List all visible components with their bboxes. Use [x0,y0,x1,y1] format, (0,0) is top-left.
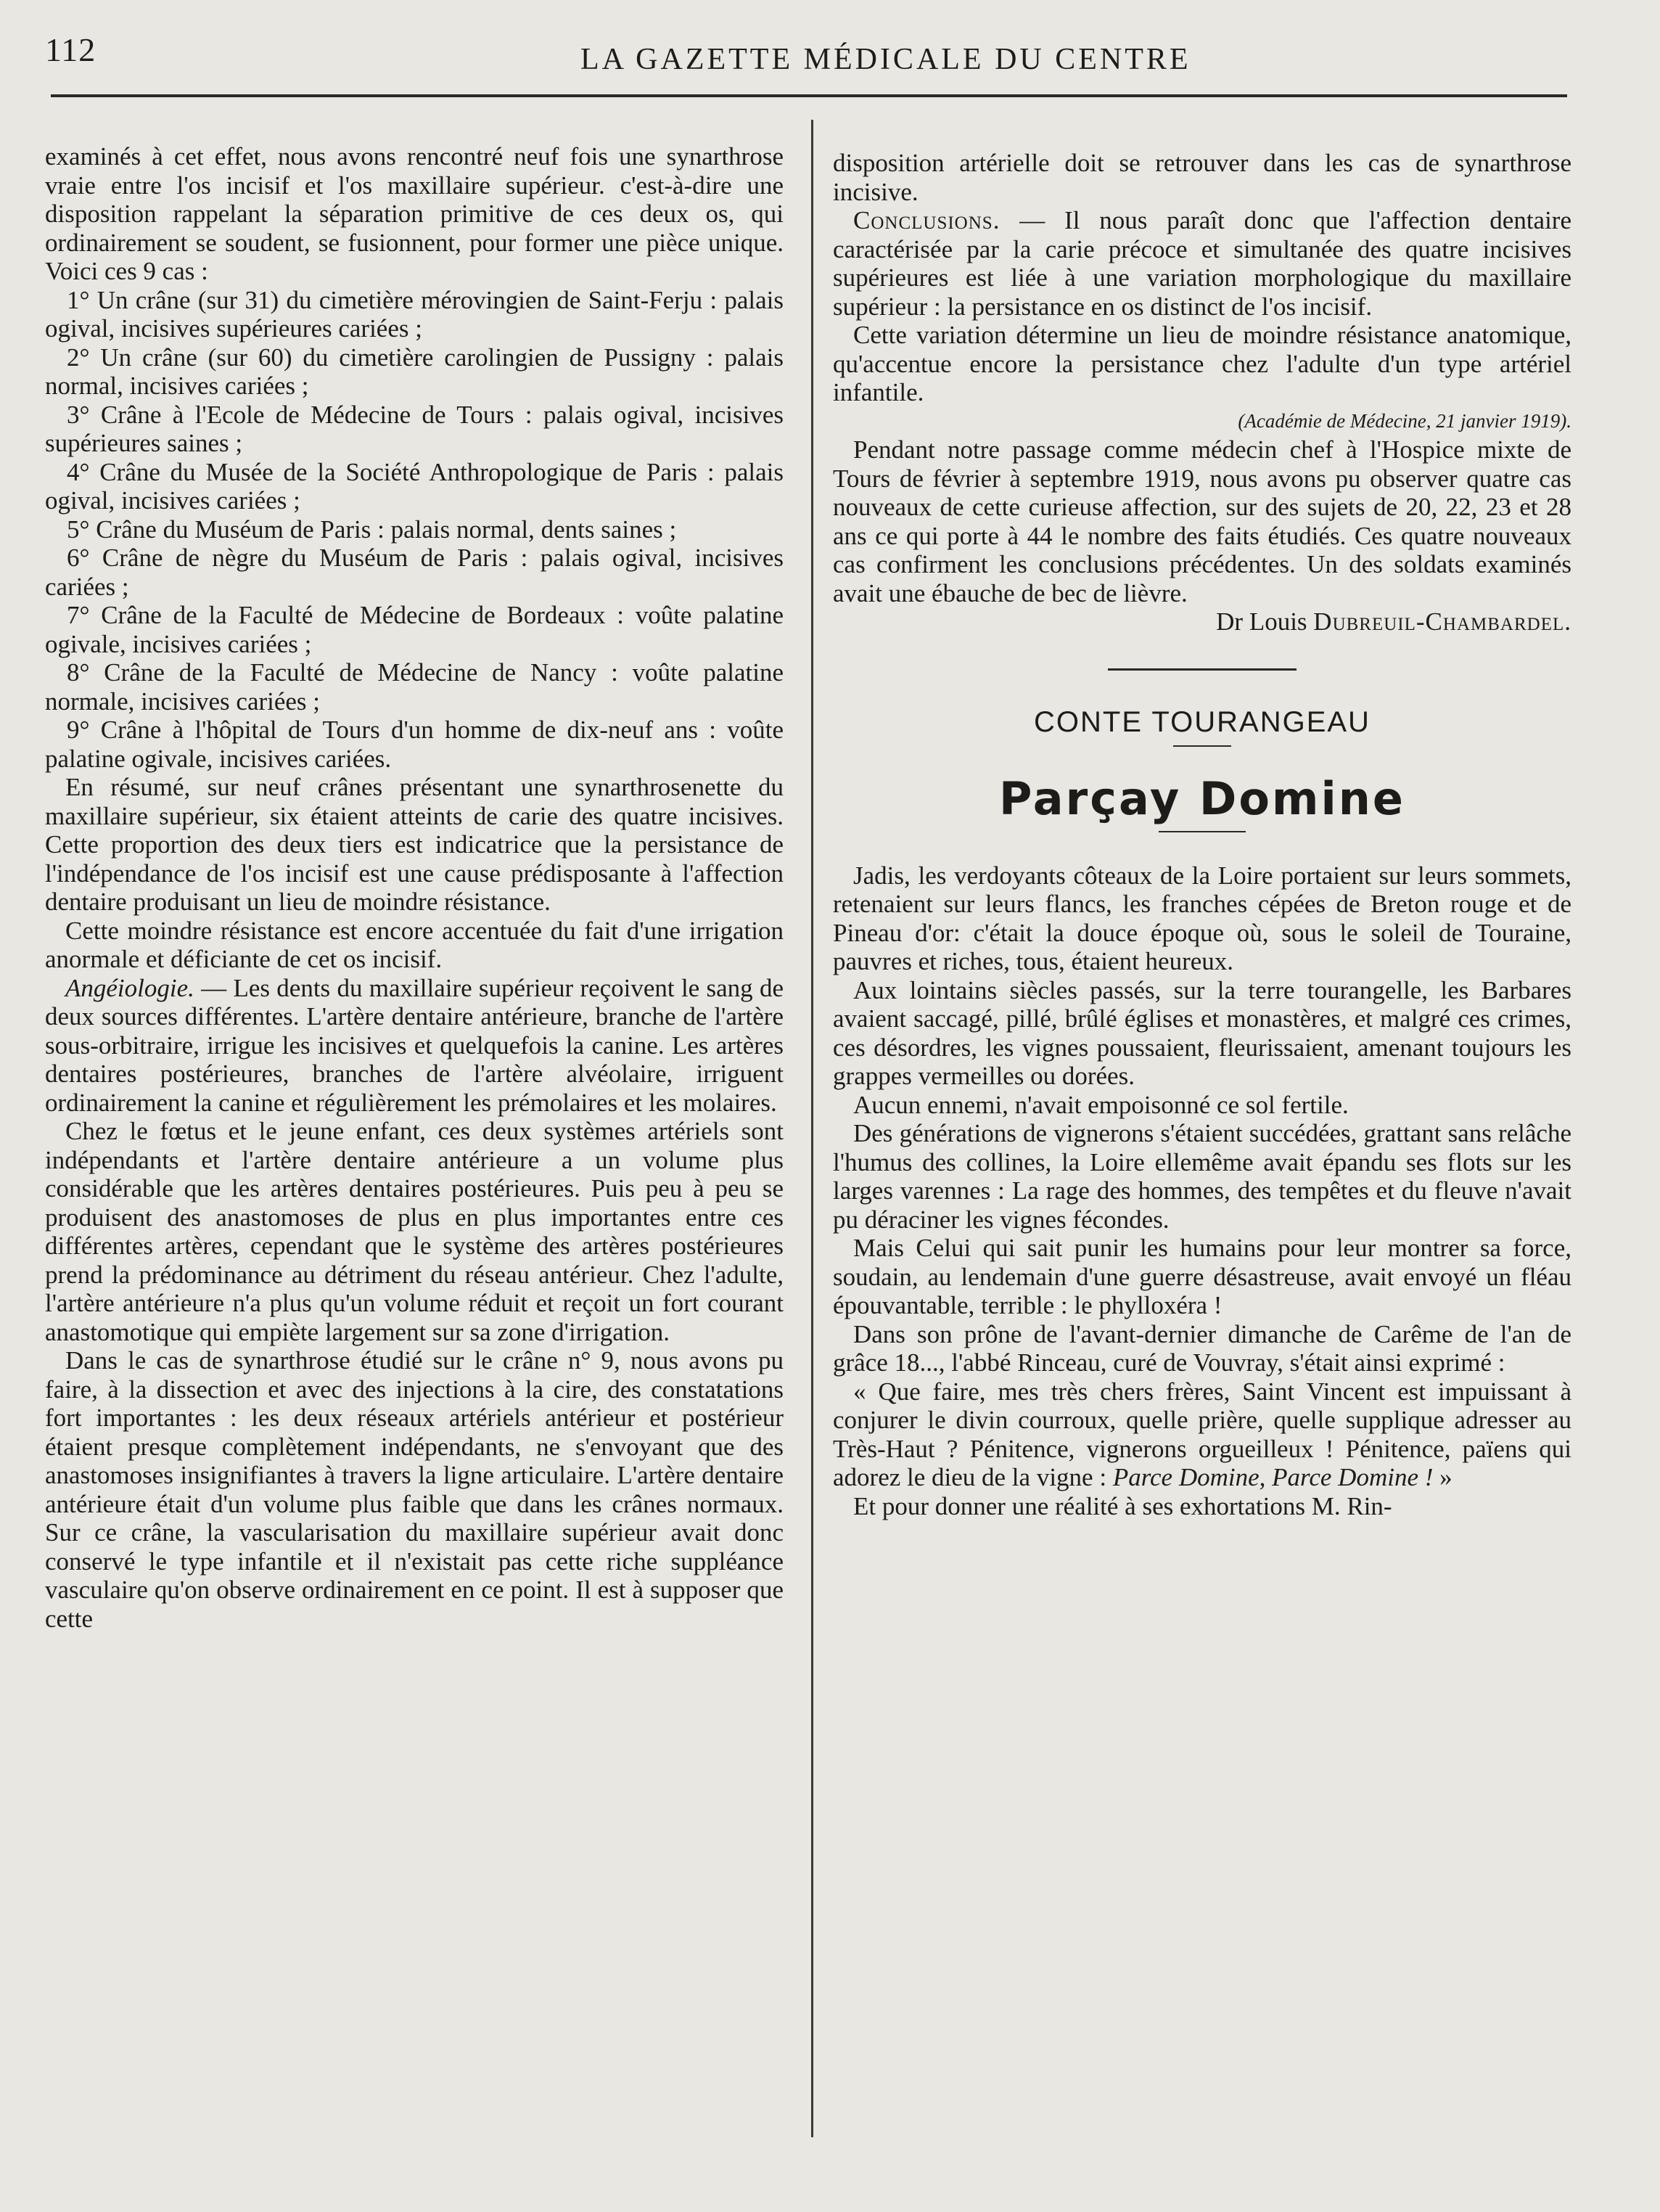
signature-name: Dubreuil-Chambardel. [1313,607,1571,636]
story-paragraph: Aux lointains siècles passés, sur la terre tourangelle, les Barbares avaient saccagé, pillé, brûlé églises et monastères, et malgré ces crimes, ces désordres, les vignes poussaient, fleurissaient, amenant toujours les grappes vermeilles ou dorées. [833,975,1571,1090]
story-paragraph: Et pour donner une réalité à ses exhortations M. Rin- [853,1491,1392,1520]
paragraph: examinés à cet effet, nous avons rencontré neuf fois une synarthrose vraie entre l'os incisif et l'os maxillaire supérieur. c'est-à-dire une disposition rappelant la séparation primitive de ces deux os, qui ordinairement se soudent, se fusionnent, pour former une pièce unique. Voici ces 9 cas : [45,142,784,285]
header-rule [51,94,1567,97]
left-column [45,142,784,1633]
section-separator [1108,668,1297,671]
title-rule [1159,831,1246,832]
paragraph-angeiologie [45,974,784,1118]
paragraph-text: — Les dents du maxillaire supérieur reçoivent le sang de deux sources différentes. L'artère dentaire antérieure, branche de l'artère sous-orbitraire, irrigue les incisives et quelquefois la canine. Les artères dentaires postérieures, branches de l'artère alvéolaire, irriguent ordinairement la canine et régulièrement les prémolaires et les molaires. [45,973,784,1117]
paragraph: Pendant notre passage comme médecin chef à l'Hospice mixte de Tours de février à septembre 1919, nous avons pu observer quatre cas nouveaux de cette curieuse affection, sur des sujets de 20, 22, 23 et 28 ans ce qui porte à 44 le nombre des faits étudiés. Ces quatre nouveaux cas confirment les conclusions précédentes. Un des soldats examinés avait une ébauche de bec de lièvre. [833,435,1571,607]
list-item: 9° Crâne à l'hôpital de Tours d'un homme de dix-neuf ans : voûte palatine ogivale, incisives cariées. [45,716,784,773]
list-item: 8° Crâne de la Faculté de Médecine de Nancy : voûte palatine normale, incisives cariées ; [45,658,784,716]
story-title: Parçay Domine [999,772,1405,825]
list-item: 6° Crâne de nègre du Muséum de Paris : palais ogival, incisives cariées ; [45,544,784,601]
signature-prefix: Dr Louis [1216,607,1314,636]
section-label: Angéiologie. [65,973,194,1002]
journal-title: LA GAZETTE MÉDICALE DU CENTRE [580,43,1191,76]
story-paragraph: Jadis, les verdoyants côteaux de la Loire portaient sur leurs sommets, retenaient sur leurs flancs, les franches cépées de Breton rouge et de Pineau d'or: c'était la douce époque où, sous le soleil de Touraine, pauvres et riches, tous, étaient heureux. [833,861,1571,975]
paragraph-conclusions [833,206,1571,321]
paragraph: Cette variation détermine un lieu de moindre résistance anatomique, qu'accentue encore la persistance chez l'adulte d'un type artériel infantile. [833,321,1571,406]
story-paragraph: Des générations de vignerons s'étaient succédées, grattant sans relâche l'humus des collines, la Loire ellemême avait épandu ses flots sur les larges varennes : La rage des hommes, des tempêtes et du fleuve n'avait pu déraciner les vignes fécondes. [833,1119,1571,1234]
list-item: 1° Un crâne (sur 31) du cimetière mérovingien de Saint-Ferju : palais ogival, incisives supérieures cariées ; [45,285,784,343]
list-item: 2° Un crâne (sur 60) du cimetière carolingien de Pussigny : palais normal, incisives cariées ; [45,343,784,400]
section-label: Conclusions. [853,206,1000,234]
paragraph: disposition artérielle doit se retrouver dans les cas de synarthrose incisive. [833,149,1571,206]
paragraph: Chez le fœtus et le jeune enfant, ces deux systèmes artériels sont indépendants et l'artère dentaire antérieure a un volume plus considérable que les artères dentaires postérieures. Puis peu à peu se produisent des anastomoses de plus en plus importantes entre ces différentes artères, cependant que le système des artères postérieures prend la prédominance au détriment du réseau antérieur. Chez l'adulte, l'artère antérieure n'a plus qu'un volume réduit et reçoit un fort courant anastomotique qui empiète largement sur sa zone d'irrigation. [45,1117,784,1346]
list-item: 4° Crâne du Musée de la Société Anthropologique de Paris : palais ogival, incisives cariées ; [45,457,784,515]
story-quote [833,1377,1571,1492]
paragraph-text: — Il nous paraît donc que l'affection dentaire caractérisée par la carie précoce et simultanée des quatre incisives supérieures est liée à une variation morphologique du maxillaire supérieur : la persistance en os distinct de l'os incisif. [833,206,1571,321]
source-citation: (Académie de Médecine, 21 janvier 1919). [1238,409,1571,432]
paragraph: Dans le cas de synarthrose étudié sur le crâne n° 9, nous avons pu faire, à la dissection et avec des injections à la cire, des constatations fort importantes : les deux réseaux artériels antérieur et postérieur étaient presque complètement indépendants, ne s'envoyant que des anastomoses insignifiantes à travers la ligne articulaire. L'artère dentaire antérieure était d'un volume plus faible que dans les crânes normaux. Sur ce crâne, la vascularisation du maxillaire supérieur avait donc conservé le type infantile et il n'existait pas cette riche suppléance vasculaire qu'on observe ordinairement en ce point. Il est à supposer que cette [45,1346,784,1633]
author-signature [833,607,1571,636]
list-item: 5° Crâne du Muséum de Paris : palais normal, dents saines ; [67,515,677,544]
list-item: 3° Crâne à l'Ecole de Médecine de Tours : palais ogival, incisives supérieures saines ; [45,400,784,457]
paragraph: En résumé, sur neuf crânes présentant une synarthrosenette du maxillaire supérieur, six étaient atteints de carie des quatre incisives. Cette proportion des deux tiers est indicatrice que la persistance de l'indépendance de l'os incisif est une cause prédisposante à l'affection dentaire produisant un lieu de moindre résistance. [45,773,784,916]
quote-close: » [1433,1463,1452,1491]
section-title: CONTE TOURANGEAU [1034,705,1371,738]
title-rule [1173,745,1231,747]
right-column [833,149,1571,1520]
story-paragraph: Mais Celui qui sait punir les humains pour leur montrer sa force, soudain, au lendemain d'une guerre désastreuse, avait envoyé un fléau épouvantable, terrible : le phylloxéra ! [833,1234,1571,1319]
story-paragraph: Aucun ennemi, n'avait empoisonné ce sol fertile. [853,1090,1349,1119]
column-divider [811,120,813,2137]
paragraph: Cette moindre résistance est encore accentuée du fait d'une irrigation anormale et déficiante de cet os incisif. [45,916,784,973]
list-item: 7° Crâne de la Faculté de Médecine de Bordeaux : voûte palatine ogivale, incisives cariées ; [45,601,784,658]
quote-italic: Parce Domine, Parce Domine ! [1112,1463,1434,1491]
quote-text: « Que faire, mes très chers frères, Saint Vincent est impuissant à conjurer le divin courroux, quelle prière, quelle supplique adresser au Très-Haut ? Pénitence, vignerons orgueilleux ! Pénitence, païens qui adorez le dieu de la vigne : [833,1377,1571,1491]
page-number: 112 [45,31,96,68]
story-paragraph: Dans son prône de l'avant-dernier dimanche de Carême de l'an de grâce 18..., l'abbé Rinceau, curé de Vouvray, s'était ainsi exprimé : [833,1319,1571,1377]
